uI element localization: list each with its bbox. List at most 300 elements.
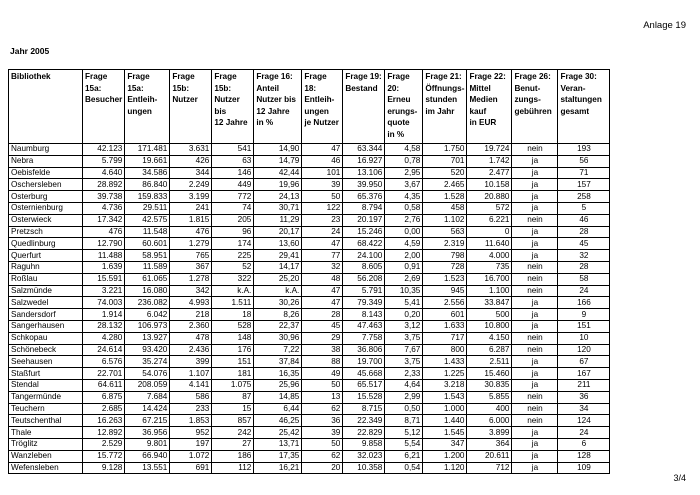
column-header-line: Frage 20: bbox=[387, 72, 410, 93]
cell-f16: 30,96 bbox=[254, 332, 302, 344]
cell-f19: 68.422 bbox=[343, 238, 385, 250]
cell-f30: 28 bbox=[558, 226, 610, 238]
cell-f15a_besucher: 16.263 bbox=[83, 415, 125, 427]
column-header-line: Frage 15b: bbox=[172, 72, 195, 93]
cell-f15b_nutzer12: 449 bbox=[212, 179, 254, 191]
cell-f18: 28 bbox=[302, 309, 343, 321]
cell-f15a_besucher: 3.221 bbox=[83, 285, 125, 297]
cell-f15a_besucher: 15.772 bbox=[83, 450, 125, 462]
column-header-line: Frage 30: bbox=[560, 72, 597, 81]
cell-f19: 63.344 bbox=[343, 144, 385, 156]
cell-f26: ja bbox=[512, 379, 558, 391]
cell-f18: 77 bbox=[302, 250, 343, 262]
cell-f15b_nutzer12: 242 bbox=[212, 427, 254, 439]
column-header-line: Frage 19: bbox=[345, 72, 382, 81]
cell-f30: 28 bbox=[558, 261, 610, 273]
cell-f20: 4,59 bbox=[385, 238, 423, 250]
cell-f19: 47.463 bbox=[343, 320, 385, 332]
cell-f15b_nutzer: 1.279 bbox=[170, 238, 212, 250]
table-row bbox=[9, 427, 610, 439]
cell-f15a_entleih: 6.042 bbox=[125, 309, 170, 321]
cell-bibliothek: Stendal bbox=[9, 379, 83, 391]
cell-f15a_entleih: 67.215 bbox=[125, 415, 170, 427]
cell-f26: ja bbox=[512, 368, 558, 380]
cell-f15b_nutzer12: 87 bbox=[212, 391, 254, 403]
cell-f15a_entleih: 35.274 bbox=[125, 356, 170, 368]
cell-bibliothek: Naumburg bbox=[9, 144, 83, 156]
cell-f26: nein bbox=[512, 344, 558, 356]
cell-f16: 13,60 bbox=[254, 238, 302, 250]
cell-f20: 5,12 bbox=[385, 427, 423, 439]
cell-f18: 48 bbox=[302, 273, 343, 285]
cell-f15a_entleih: 86.840 bbox=[125, 179, 170, 191]
cell-bibliothek: Wanzleben bbox=[9, 450, 83, 462]
cell-f16: 24,13 bbox=[254, 191, 302, 203]
cell-f15a_besucher: 6.875 bbox=[83, 391, 125, 403]
cell-f15a_besucher: 17.342 bbox=[83, 214, 125, 226]
cell-f19: 45.668 bbox=[343, 368, 385, 380]
cell-f19: 19.700 bbox=[343, 356, 385, 368]
table-row bbox=[9, 309, 610, 321]
cell-f15b_nutzer12: 322 bbox=[212, 273, 254, 285]
cell-bibliothek: Seehausen bbox=[9, 356, 83, 368]
cell-f15a_besucher: 4.736 bbox=[83, 202, 125, 214]
cell-f30: 9 bbox=[558, 309, 610, 321]
cell-f15b_nutzer12: 772 bbox=[212, 191, 254, 203]
column-header-line: staltungen bbox=[560, 95, 602, 104]
cell-f22: 2.477 bbox=[467, 167, 512, 179]
column-header-f15a_entleih bbox=[125, 70, 170, 144]
column-header-line: 12 Jahre bbox=[256, 106, 290, 116]
cell-f30: 5 bbox=[558, 202, 610, 214]
cell-f16: 46,25 bbox=[254, 415, 302, 427]
column-header-line: Frage 16: bbox=[256, 72, 293, 81]
cell-f19: 56.208 bbox=[343, 273, 385, 285]
cell-f21: 1.433 bbox=[423, 356, 467, 368]
cell-f20: 3,67 bbox=[385, 179, 423, 191]
cell-f16: 13,71 bbox=[254, 438, 302, 450]
column-header-line: Frage 18: bbox=[304, 72, 327, 93]
cell-f20: 0,78 bbox=[385, 155, 423, 167]
cell-f15b_nutzer: 2.249 bbox=[170, 179, 212, 191]
cell-bibliothek: Pretzsch bbox=[9, 226, 83, 238]
cell-f30: 211 bbox=[558, 379, 610, 391]
cell-f15b_nutzer12: 186 bbox=[212, 450, 254, 462]
column-header-line: Frage 22: bbox=[469, 72, 506, 81]
cell-f19: 7.758 bbox=[343, 332, 385, 344]
cell-f15b_nutzer12: 181 bbox=[212, 368, 254, 380]
cell-f19: 5.791 bbox=[343, 285, 385, 297]
cell-f26: nein bbox=[512, 285, 558, 297]
cell-f15a_besucher: 28.892 bbox=[83, 179, 125, 191]
cell-f26: ja bbox=[512, 179, 558, 191]
cell-f15b_nutzer: 367 bbox=[170, 261, 212, 273]
cell-f15a_entleih: 19.661 bbox=[125, 155, 170, 167]
cell-f16: 25,96 bbox=[254, 379, 302, 391]
cell-bibliothek: Staßfurt bbox=[9, 368, 83, 380]
cell-f15b_nutzer12: 528 bbox=[212, 320, 254, 332]
cell-f18: 47 bbox=[302, 297, 343, 309]
cell-f15a_entleih: 29.511 bbox=[125, 202, 170, 214]
cell-bibliothek: Teuchern bbox=[9, 403, 83, 415]
cell-f20: 4,64 bbox=[385, 379, 423, 391]
table-row bbox=[9, 191, 610, 203]
cell-f15b_nutzer: 344 bbox=[170, 167, 212, 179]
table-row bbox=[9, 368, 610, 380]
cell-f22: 735 bbox=[467, 261, 512, 273]
cell-f30: 67 bbox=[558, 356, 610, 368]
cell-f19: 15.528 bbox=[343, 391, 385, 403]
cell-f19: 8.794 bbox=[343, 202, 385, 214]
cell-f21: 1.440 bbox=[423, 415, 467, 427]
cell-f19: 13.106 bbox=[343, 167, 385, 179]
cell-f20: 2,69 bbox=[385, 273, 423, 285]
cell-f19: 65.376 bbox=[343, 191, 385, 203]
cell-f15a_besucher: 74.003 bbox=[83, 297, 125, 309]
cell-f22: 4.000 bbox=[467, 250, 512, 262]
column-header-line: Bibliothek bbox=[11, 72, 51, 81]
cell-f18: 122 bbox=[302, 202, 343, 214]
table-row bbox=[9, 179, 610, 191]
cell-f21: 1.523 bbox=[423, 273, 467, 285]
cell-f30: 157 bbox=[558, 179, 610, 191]
cell-f19: 8.715 bbox=[343, 403, 385, 415]
cell-f21: 520 bbox=[423, 167, 467, 179]
column-header-line: je Nutzer bbox=[304, 118, 339, 127]
cell-f18: 36 bbox=[302, 415, 343, 427]
cell-f16: 17,35 bbox=[254, 450, 302, 462]
cell-f15a_entleih: 16.080 bbox=[125, 285, 170, 297]
cell-f15a_besucher: 4.280 bbox=[83, 332, 125, 344]
cell-f30: 10 bbox=[558, 332, 610, 344]
cell-f15b_nutzer: 197 bbox=[170, 438, 212, 450]
cell-f22: 1.100 bbox=[467, 285, 512, 297]
cell-f15b_nutzer: 4.141 bbox=[170, 379, 212, 391]
cell-f30: 166 bbox=[558, 297, 610, 309]
column-header-line: ungen bbox=[304, 106, 329, 116]
cell-f15b_nutzer12: 74 bbox=[212, 202, 254, 214]
cell-f15b_nutzer12: 15 bbox=[212, 403, 254, 415]
column-header-line: in EUR bbox=[469, 118, 497, 127]
cell-f15a_besucher: 22.701 bbox=[83, 368, 125, 380]
cell-f15a_besucher: 64.611 bbox=[83, 379, 125, 391]
column-header-f26 bbox=[512, 70, 558, 144]
cell-bibliothek: Salzwedel bbox=[9, 297, 83, 309]
cell-bibliothek: Quedlinburg bbox=[9, 238, 83, 250]
column-header-line: Nutzer bbox=[172, 95, 198, 104]
cell-f15b_nutzer: 399 bbox=[170, 356, 212, 368]
cell-f16: 14,79 bbox=[254, 155, 302, 167]
cell-bibliothek: Salzmünde bbox=[9, 285, 83, 297]
cell-f18: 47 bbox=[302, 238, 343, 250]
cell-f22: 20.611 bbox=[467, 450, 512, 462]
cell-f26: ja bbox=[512, 356, 558, 368]
cell-f18: 45 bbox=[302, 320, 343, 332]
cell-f15b_nutzer: 586 bbox=[170, 391, 212, 403]
cell-f16: 22,37 bbox=[254, 320, 302, 332]
cell-f30: 24 bbox=[558, 427, 610, 439]
cell-f20: 0,58 bbox=[385, 202, 423, 214]
cell-f30: 258 bbox=[558, 191, 610, 203]
cell-bibliothek: Querfurt bbox=[9, 250, 83, 262]
cell-f19: 9.858 bbox=[343, 438, 385, 450]
cell-f15b_nutzer12: 225 bbox=[212, 250, 254, 262]
table-row bbox=[9, 462, 610, 474]
cell-f30: 32 bbox=[558, 250, 610, 262]
cell-f19: 22.349 bbox=[343, 415, 385, 427]
table-row bbox=[9, 214, 610, 226]
cell-f22: 4.150 bbox=[467, 332, 512, 344]
cell-f19: 8.605 bbox=[343, 261, 385, 273]
cell-f26: ja bbox=[512, 226, 558, 238]
cell-f30: 6 bbox=[558, 438, 610, 450]
cell-f22: 6.000 bbox=[467, 415, 512, 427]
cell-f15a_entleih: 208.059 bbox=[125, 379, 170, 391]
cell-f15a_besucher: 5.799 bbox=[83, 155, 125, 167]
cell-bibliothek: Nebra bbox=[9, 155, 83, 167]
cell-f30: 124 bbox=[558, 415, 610, 427]
cell-bibliothek: Tröglitz bbox=[9, 438, 83, 450]
column-header-line: ungen bbox=[127, 106, 152, 116]
cell-f15a_entleih: 13.927 bbox=[125, 332, 170, 344]
cell-f26: ja bbox=[512, 167, 558, 179]
cell-f20: 2,99 bbox=[385, 391, 423, 403]
table-body bbox=[9, 144, 610, 474]
cell-f15a_besucher: 42.123 bbox=[83, 144, 125, 156]
table-row bbox=[9, 202, 610, 214]
cell-f19: 10.358 bbox=[343, 462, 385, 474]
cell-f20: 2,76 bbox=[385, 214, 423, 226]
cell-f22: 3.899 bbox=[467, 427, 512, 439]
cell-f15b_nutzer12: 174 bbox=[212, 238, 254, 250]
cell-f15b_nutzer: 1.815 bbox=[170, 214, 212, 226]
cell-f26: nein bbox=[512, 261, 558, 273]
column-header-line: stunden bbox=[425, 95, 458, 104]
cell-f21: 1.545 bbox=[423, 427, 467, 439]
cell-f20: 6,21 bbox=[385, 450, 423, 462]
cell-f20: 8,71 bbox=[385, 415, 423, 427]
cell-f26: ja bbox=[512, 297, 558, 309]
cell-f15a_besucher: 1.639 bbox=[83, 261, 125, 273]
cell-f22: 500 bbox=[467, 309, 512, 321]
cell-f30: 109 bbox=[558, 462, 610, 474]
cell-f18: 32 bbox=[302, 261, 343, 273]
cell-f26: nein bbox=[512, 415, 558, 427]
column-header-line: in % bbox=[387, 129, 405, 139]
cell-f30: 120 bbox=[558, 344, 610, 356]
cell-f15b_nutzer12: 146 bbox=[212, 167, 254, 179]
cell-f26: nein bbox=[512, 273, 558, 285]
column-header-line: 12 Jahre bbox=[214, 118, 248, 127]
cell-f15b_nutzer12: k.A. bbox=[212, 285, 254, 297]
cell-f26: nein bbox=[512, 403, 558, 415]
cell-f15b_nutzer12: 63 bbox=[212, 155, 254, 167]
cell-f15a_entleih: 54.076 bbox=[125, 368, 170, 380]
cell-f15b_nutzer12: 148 bbox=[212, 332, 254, 344]
cell-f20: 2,95 bbox=[385, 167, 423, 179]
column-header-line: Nutzer bbox=[214, 95, 240, 104]
cell-f15a_besucher: 15.591 bbox=[83, 273, 125, 285]
cell-f16: 6,44 bbox=[254, 403, 302, 415]
column-header-line: Frage 15b: bbox=[214, 72, 237, 93]
cell-f21: 2.465 bbox=[423, 179, 467, 191]
cell-f15b_nutzer12: 27 bbox=[212, 438, 254, 450]
column-header-f15b_nutzer12 bbox=[212, 70, 254, 144]
column-header-f19 bbox=[343, 70, 385, 144]
column-header-f16 bbox=[254, 70, 302, 144]
cell-f15a_entleih: 9.801 bbox=[125, 438, 170, 450]
column-header-line: Bestand bbox=[345, 83, 378, 93]
column-header-line: Anteil bbox=[256, 83, 280, 93]
cell-f26: nein bbox=[512, 332, 558, 344]
cell-f18: 20 bbox=[302, 462, 343, 474]
cell-f30: 151 bbox=[558, 320, 610, 332]
cell-f18: 39 bbox=[302, 179, 343, 191]
cell-f21: 2.556 bbox=[423, 297, 467, 309]
table-row bbox=[9, 273, 610, 285]
cell-f15b_nutzer: 3.199 bbox=[170, 191, 212, 203]
cell-f15b_nutzer: 1.107 bbox=[170, 368, 212, 380]
cell-f18: 88 bbox=[302, 356, 343, 368]
cell-f15a_besucher: 476 bbox=[83, 226, 125, 238]
table-row bbox=[9, 167, 610, 179]
cell-f15b_nutzer: 426 bbox=[170, 155, 212, 167]
cell-f15a_entleih: 42.575 bbox=[125, 214, 170, 226]
cell-f15a_entleih: 236.082 bbox=[125, 297, 170, 309]
cell-f30: 36 bbox=[558, 391, 610, 403]
cell-f15a_entleih: 66.940 bbox=[125, 450, 170, 462]
header-row bbox=[9, 70, 610, 144]
cell-f16: 11,29 bbox=[254, 214, 302, 226]
column-header-line: in % bbox=[256, 118, 274, 127]
cell-f18: 49 bbox=[302, 368, 343, 380]
column-header-line: Frage 21: bbox=[425, 72, 462, 81]
cell-f22: 16.700 bbox=[467, 273, 512, 285]
cell-f15a_besucher: 28.132 bbox=[83, 320, 125, 332]
cell-f18: 50 bbox=[302, 438, 343, 450]
cell-f15b_nutzer12: 205 bbox=[212, 214, 254, 226]
column-header-f21 bbox=[423, 70, 467, 144]
column-header-f22 bbox=[467, 70, 512, 144]
cell-f26: ja bbox=[512, 250, 558, 262]
cell-f15b_nutzer12: 176 bbox=[212, 344, 254, 356]
column-header-bibliothek bbox=[9, 70, 83, 144]
cell-f15b_nutzer: 2.360 bbox=[170, 320, 212, 332]
cell-f19: 39.950 bbox=[343, 179, 385, 191]
cell-f20: 0,50 bbox=[385, 403, 423, 415]
cell-f21: 1.120 bbox=[423, 462, 467, 474]
column-header-f20 bbox=[385, 70, 423, 144]
table-row bbox=[9, 226, 610, 238]
cell-f15b_nutzer12: 18 bbox=[212, 309, 254, 321]
cell-bibliothek: Osterwieck bbox=[9, 214, 83, 226]
column-header-line: Frage 15a: bbox=[85, 72, 108, 93]
cell-f16: 14,85 bbox=[254, 391, 302, 403]
table-row bbox=[9, 155, 610, 167]
column-header-line: erungs- bbox=[387, 106, 418, 116]
cell-f30: 24 bbox=[558, 285, 610, 297]
cell-f26: ja bbox=[512, 320, 558, 332]
cell-f22: 572 bbox=[467, 202, 512, 214]
cell-f15b_nutzer12: 1.511 bbox=[212, 297, 254, 309]
column-header-line: zungs- bbox=[514, 95, 541, 104]
column-header-line: Besucher bbox=[85, 95, 123, 104]
cell-f15a_besucher: 39.738 bbox=[83, 191, 125, 203]
column-header-line: bis bbox=[214, 106, 227, 116]
table-row bbox=[9, 391, 610, 403]
cell-bibliothek: Sandersdorf bbox=[9, 309, 83, 321]
cell-f15a_entleih: 93.420 bbox=[125, 344, 170, 356]
cell-f22: 712 bbox=[467, 462, 512, 474]
cell-f18: 47 bbox=[302, 285, 343, 297]
cell-bibliothek: Teutschenthal bbox=[9, 415, 83, 427]
cell-f15b_nutzer12: 151 bbox=[212, 356, 254, 368]
cell-f18: 50 bbox=[302, 379, 343, 391]
cell-f21: 717 bbox=[423, 332, 467, 344]
cell-f15b_nutzer: 2.436 bbox=[170, 344, 212, 356]
cell-f19: 65.517 bbox=[343, 379, 385, 391]
cell-f21: 1.528 bbox=[423, 191, 467, 203]
cell-f19: 32.023 bbox=[343, 450, 385, 462]
cell-f21: 347 bbox=[423, 438, 467, 450]
cell-f15a_entleih: 58.951 bbox=[125, 250, 170, 262]
cell-f16: 16,21 bbox=[254, 462, 302, 474]
cell-bibliothek: Thale bbox=[9, 427, 83, 439]
column-header-line: im Jahr bbox=[425, 106, 455, 116]
cell-f20: 2,00 bbox=[385, 250, 423, 262]
cell-f19: 24.100 bbox=[343, 250, 385, 262]
cell-f30: 128 bbox=[558, 450, 610, 462]
cell-f15a_entleih: 14.424 bbox=[125, 403, 170, 415]
cell-f21: 1.200 bbox=[423, 450, 467, 462]
cell-bibliothek: Oebisfelde bbox=[9, 167, 83, 179]
cell-f21: 458 bbox=[423, 202, 467, 214]
cell-f15b_nutzer12: 541 bbox=[212, 144, 254, 156]
cell-f20: 0,91 bbox=[385, 261, 423, 273]
cell-f26: ja bbox=[512, 450, 558, 462]
annex-label: Anlage 19 bbox=[643, 20, 686, 31]
cell-f26: ja bbox=[512, 191, 558, 203]
cell-f22: 1.742 bbox=[467, 155, 512, 167]
cell-f22: 33.847 bbox=[467, 297, 512, 309]
cell-f15b_nutzer: 765 bbox=[170, 250, 212, 262]
cell-f30: 71 bbox=[558, 167, 610, 179]
table-row bbox=[9, 250, 610, 262]
cell-f21: 1.633 bbox=[423, 320, 467, 332]
table-row bbox=[9, 403, 610, 415]
cell-f26: ja bbox=[512, 462, 558, 474]
column-header-line: gebühren bbox=[514, 106, 552, 116]
column-header-line: Öffnungs- bbox=[425, 83, 465, 93]
cell-bibliothek: Osternienburg bbox=[9, 202, 83, 214]
cell-f15b_nutzer12: 857 bbox=[212, 415, 254, 427]
cell-f15a_entleih: 36.956 bbox=[125, 427, 170, 439]
cell-f15b_nutzer12: 112 bbox=[212, 462, 254, 474]
cell-f15b_nutzer: 342 bbox=[170, 285, 212, 297]
cell-f22: 19.724 bbox=[467, 144, 512, 156]
cell-f16: 37,84 bbox=[254, 356, 302, 368]
cell-bibliothek: Roßlau bbox=[9, 273, 83, 285]
cell-f26: nein bbox=[512, 144, 558, 156]
cell-bibliothek: Tangermünde bbox=[9, 391, 83, 403]
cell-f18: 39 bbox=[302, 427, 343, 439]
column-header-f15b_nutzer bbox=[170, 70, 212, 144]
table-row bbox=[9, 261, 610, 273]
table-row bbox=[9, 297, 610, 309]
column-header-line: Frage 26: bbox=[514, 72, 551, 81]
cell-f20: 3,75 bbox=[385, 332, 423, 344]
cell-f22: 6.221 bbox=[467, 214, 512, 226]
